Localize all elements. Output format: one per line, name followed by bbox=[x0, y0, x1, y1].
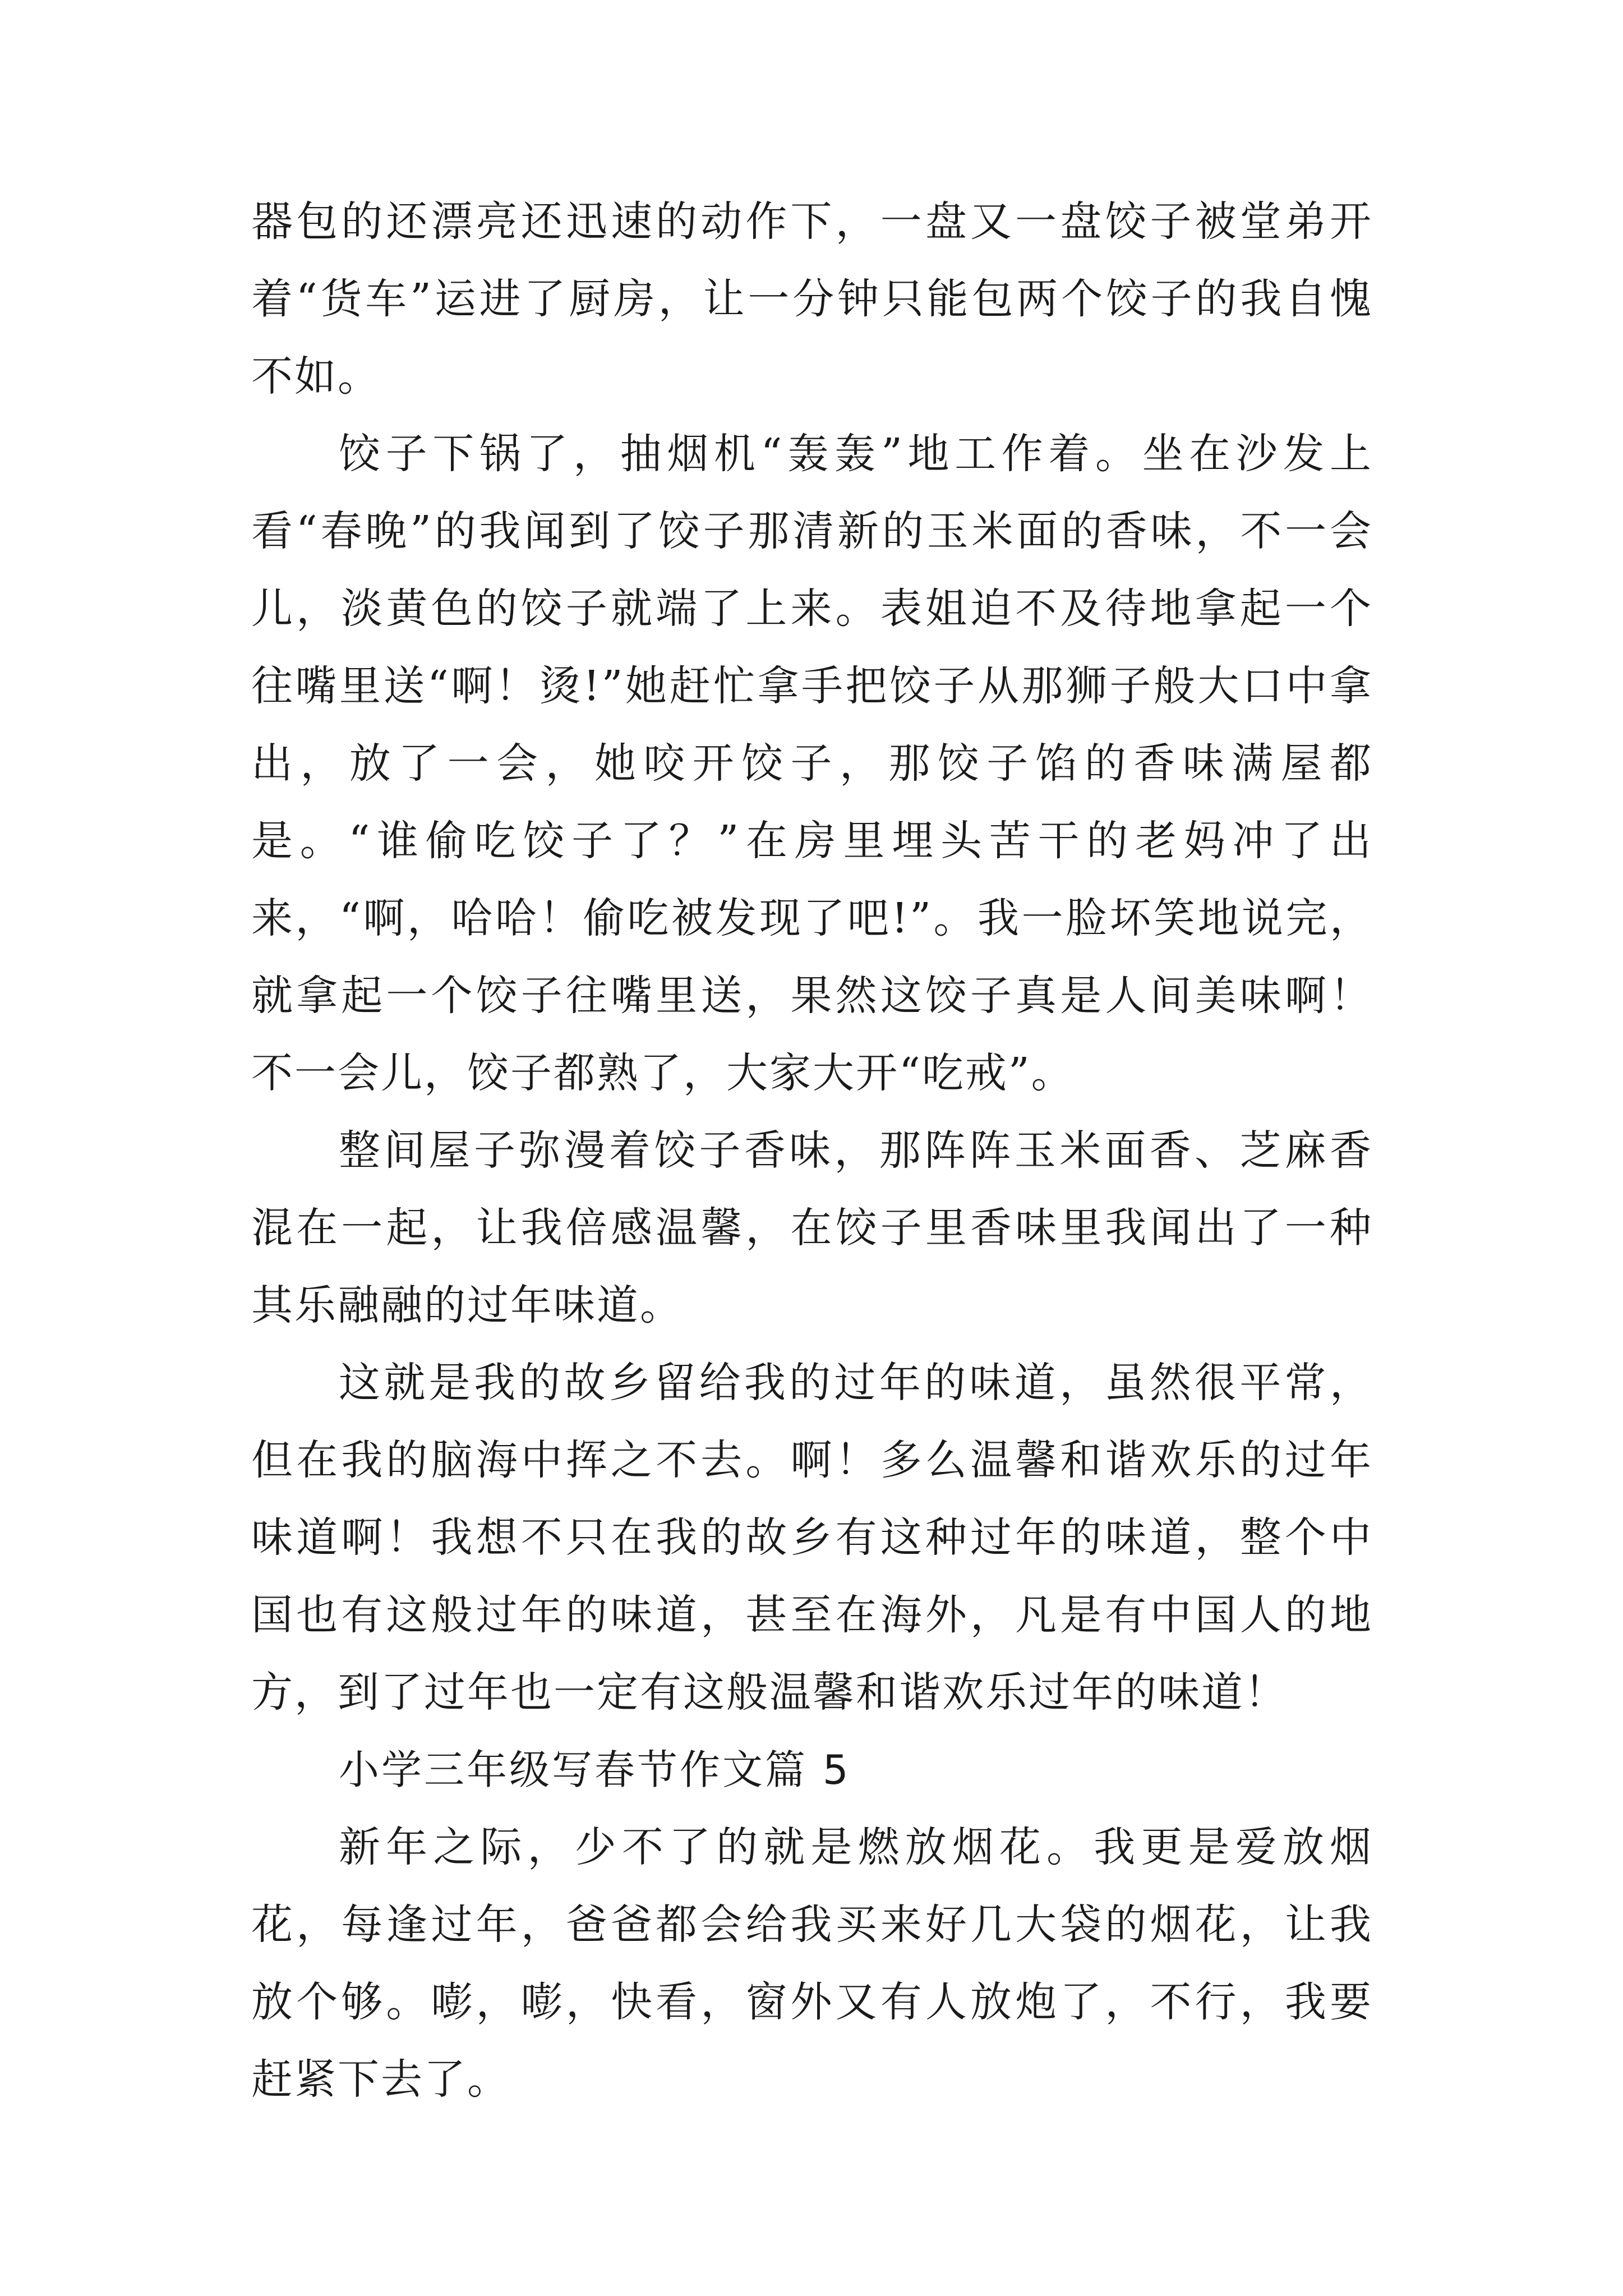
section-heading: 小学三年级写春节作文篇 5 bbox=[339, 1746, 851, 1793]
article-body bbox=[251, 183, 1373, 2118]
paragraph-1: 器包的还漂亮还迅速的动作下，一盘又一盘饺子被堂弟开着“货车”运进了厨房，让一分钟只能包两个饺子的我自愧不如。 bbox=[251, 197, 1373, 401]
paragraph-3: 整间屋子弥漫着饺子香味，那阵阵玉米面香、芝麻香混在一起，让我倍感温馨，在饺子里香味里我闻出了一种其乐融融的过年味道。 bbox=[251, 1126, 1373, 1329]
paragraph-5: 新年之际，少不了的就是燃放烟花。我更是爱放烟花，每逢过年，爸爸都会给我买来好几大袋的烟花，让我放个够。嘭，嘭，快看，窗外又有人放炮了，不行，我要赶紧下去了。 bbox=[251, 1823, 1373, 2104]
paragraph-4: 这就是我的故乡留给我的过年的味道，虽然很平常，但在我的脑海中挥之不去。啊！多么温馨和谐欢乐的过年味道啊！我想不只在我的故乡有这种过年的味道，整个中国也有这般过年的味道，甚至在海外，凡是有中国人的地方，到了过年也一定有这般温馨和谐欢乐过年的味道！ bbox=[251, 1359, 1373, 1717]
paragraph-2: 饺子下锅了，抽烟机“轰轰”地工作着。坐在沙发上看“春晚”的我闻到了饺子那清新的玉米面的香味，不一会儿，淡黄色的饺子就端了上来。表姐迫不及待地拿起一个往嘴里送“啊！烫!”她赶忙拿手把饺子从那狮子般大口中拿出，放了一会，她咬开饺子，那饺子馅的香味满屋都是。“谁偷吃饺子了？”在房里埋头苦干的老妈冲了出来，“啊，哈哈！偷吃被发现了吧!”。我一脸坏笑地说完，就拿起一个饺子往嘴里送，果然这饺子真是人间美味啊！不一会儿，饺子都熟了，大家大开“吃戒”。 bbox=[251, 430, 1373, 1097]
